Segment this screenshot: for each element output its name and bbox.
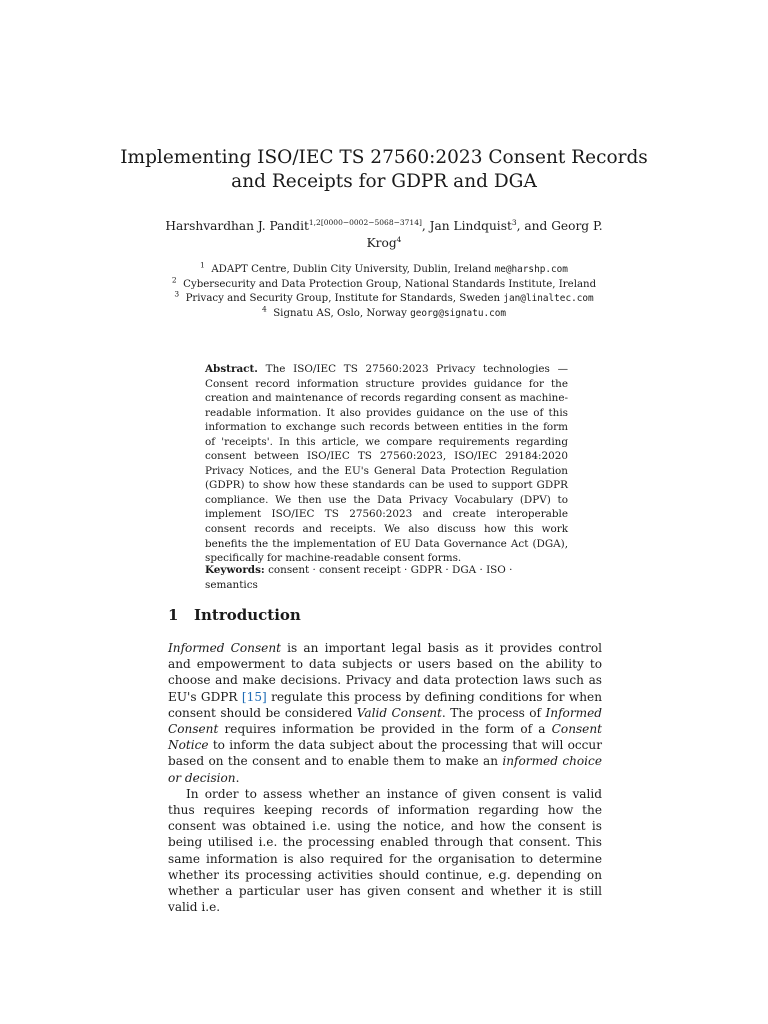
author-list xyxy=(160,218,608,252)
author-separator: , and xyxy=(516,219,552,233)
paragraph-text: to inform the data subject about the processing that will occur based on the consent and to enable them to make an xyxy=(168,738,602,769)
affiliation xyxy=(120,260,648,278)
affiliation xyxy=(120,289,648,307)
affiliation-list xyxy=(120,260,648,321)
paper-title: Implementing ISO/IEC TS 27560:2023 Consent Records and Receipts for GDPR and DGA xyxy=(120,147,648,192)
section-heading xyxy=(168,605,301,625)
affiliation-number: 2 xyxy=(171,275,177,285)
citation-link[interactable]: [15] xyxy=(241,689,267,704)
paragraph-text: is an important legal basis as it provides control and empowerment to data subjects or users based on the ability to choose and make decisions. Privacy and data protection laws such as EU's GDPR xyxy=(168,641,603,704)
body-text xyxy=(168,640,602,915)
abstract xyxy=(205,362,568,566)
affiliation-number: 1 xyxy=(200,260,205,270)
author-affiliation-marker: 1,2[0000−0002−5068−3714] xyxy=(308,217,422,227)
author-affiliation-marker: 4 xyxy=(396,234,402,244)
author-affiliation-marker: 3 xyxy=(511,217,517,227)
affiliation-email: georg@signatu.com xyxy=(410,307,507,319)
emphasis: Consent Notice xyxy=(168,722,602,753)
keywords xyxy=(205,563,568,592)
abstract-label: Abstract. xyxy=(205,363,258,375)
affiliation-text: Privacy and Security Group, Institute for Standards, Sweden xyxy=(185,293,501,304)
affiliation-number: 4 xyxy=(261,304,267,314)
section-number: 1 xyxy=(168,606,179,624)
keywords-label: Keywords: xyxy=(205,564,265,576)
keywords-text: consent · consent receipt · GDPR · DGA · ISO · semantics xyxy=(205,564,513,591)
paragraph-text: . The process of xyxy=(441,705,546,720)
affiliation-number: 3 xyxy=(174,289,180,299)
affiliation-email: me@harshp.com xyxy=(494,264,568,275)
emphasis: informed choice or decision xyxy=(168,754,602,785)
emphasis: Informed Consent xyxy=(168,705,602,737)
paragraph-text: . xyxy=(235,770,240,785)
emphasis: Informed Consent xyxy=(168,641,281,655)
author-name: Jan Lindquist xyxy=(429,219,512,233)
affiliation xyxy=(120,275,648,293)
paragraph-text: requires information be provided in the form of a xyxy=(218,722,552,737)
affiliation-text: Signatu AS, Oslo, Norway xyxy=(273,307,407,319)
abstract-text: The ISO/IEC TS 27560:2023 Privacy technologies — Consent record information structure provides guidance for the creation and maintenance of records regarding consent as machine-readable information. It also provides guidance on the use of this information to exchange such records between entities in the form of 'receipts'. In this article, we compare requirements regarding consent between ISO/IEC TS 27560:2023, ISO/IEC 29184:2020 Privacy Notices, and the EU's General Data Protection Regulation (GDPR) to show how these standards can be used to support GDPR compliance. We then use the Data Privacy Vocabulary (DPV) to implement ISO/IEC TS 27560:2023 and create interoperable consent records and receipts. We also discuss how this work benefits the the implementation of EU Data Governance Act (DGA), specifically for machine-readable consent forms. xyxy=(205,363,568,565)
affiliation-text: Cybersecurity and Data Protection Group, National Standards Institute, Ireland xyxy=(183,278,597,290)
author-name: Harshvardhan J. Pandit xyxy=(165,219,309,233)
paragraph xyxy=(168,640,602,786)
paragraph-text: regulate this process by defining conditions for when consent should be considered xyxy=(168,689,602,720)
affiliation xyxy=(120,304,648,322)
affiliation-text: ADAPT Centre, Dublin City University, Dublin, Ireland xyxy=(211,264,492,275)
author-name: Georg P. Krog xyxy=(366,219,603,250)
emphasis: Valid Consent xyxy=(356,705,442,720)
paragraph: In order to assess whether an instance of given consent is valid thus requires keeping records of information regarding how the consent was obtained i.e. using the notice, and how the consent is being utilised i.e. the processing enabled through that consent. This same information is also required for the organisation to determine whether its processing activities should continue, e.g. depending on whether a particular user has given consent and whether it is still valid i.e. xyxy=(168,786,602,915)
section-title: Introduction xyxy=(194,606,301,624)
affiliation-email: jan@linaltec.com xyxy=(503,293,594,304)
author-separator: , xyxy=(421,219,430,233)
